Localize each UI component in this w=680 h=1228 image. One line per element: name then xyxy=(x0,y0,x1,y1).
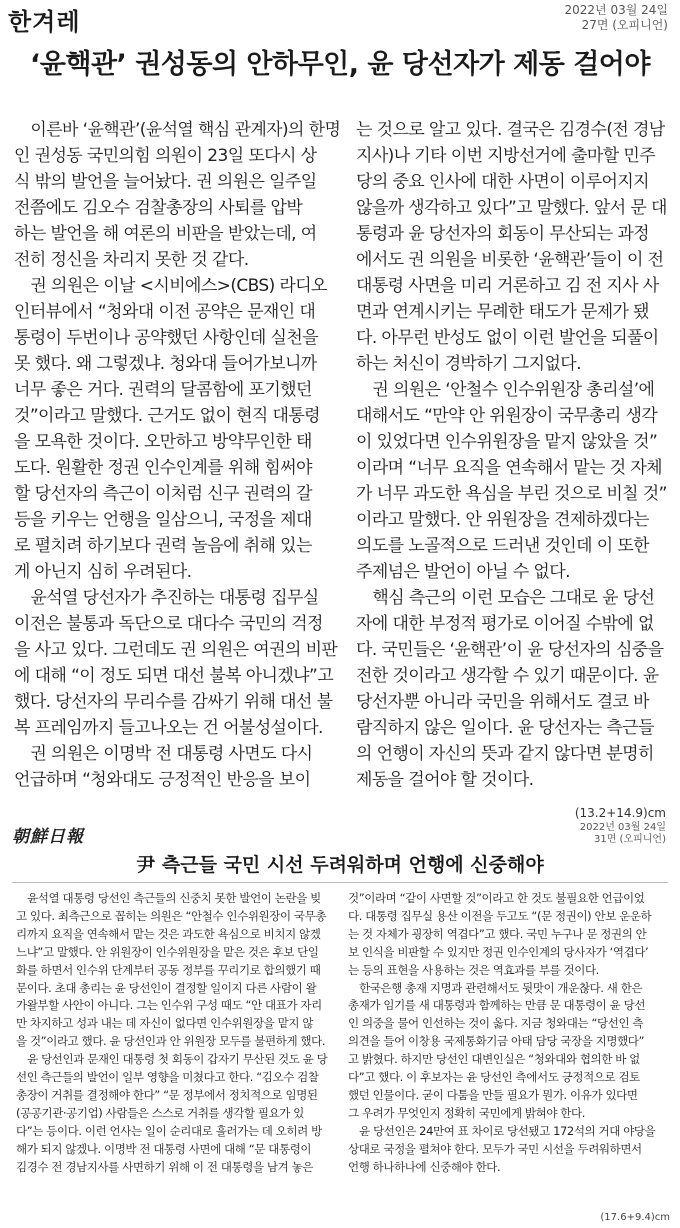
text-line: 권 의원은 이날 <시비에스>(CBS) 라디오 xyxy=(14,276,327,296)
article1-column-1 xyxy=(14,117,341,793)
text-line: 보 인식을 비판할 수 있지만 정권 인수인계의 당사자가 ‘역겹다’ xyxy=(348,944,649,959)
article2-column-1 xyxy=(16,890,338,1177)
article2-size: (17.6+9.4)cm xyxy=(600,1212,670,1223)
text-line: (공공기관·공기업) 사람들은 스스로 거취를 생각할 필요가 있 xyxy=(16,1105,304,1120)
text-line: 것”이라고 말했다. 근거도 없이 현직 대통령 xyxy=(14,406,321,426)
text-line: 가왈부할 사안이 아니다. 그는 인수위 구성 때도 “안 대표가 자리 xyxy=(16,998,322,1013)
text-line: 도다. 원활한 정권 인수인계를 위해 힘써야 xyxy=(14,458,312,478)
text-line: 에서도 권 의원을 비롯한 ‘윤핵관’들이 이 전 xyxy=(356,250,664,270)
text-line: 총재가 임기를 새 대통령과 함께하는 만큼 문 대통령이 윤 당선 xyxy=(348,998,646,1013)
article2-divider xyxy=(12,882,668,883)
text-line: 전쯤에도 김오수 검찰총장의 사퇴를 압박 xyxy=(14,198,303,218)
article1-page: 27면 (오피니언) xyxy=(581,18,668,32)
text-line: 식 밖의 발언을 늘어놨다. 권 의원은 일주일 xyxy=(14,172,317,192)
text-line: 대해서도 “만약 안 위원장이 국무총리 생각 xyxy=(356,406,658,426)
text-line: 너무 좋은 거다. 권력의 달콤함에 포기했던 xyxy=(14,380,312,400)
text-line: 자에 대한 부정적 평가로 이어질 수밖에 없 xyxy=(356,614,654,634)
text-line: 인 권성동 국민의힘 의원이 23일 또다시 상 xyxy=(14,146,317,166)
text-line: 해가 되지 않겠나. 이명박 전 대통령 사면에 대해 “문 대통령이 xyxy=(16,1141,312,1156)
text-line: 리까지 요직을 연속해서 맡는 것은 과도한 욕심으로 비치지 않겠 xyxy=(16,926,321,941)
text-line: 않을까 생각하고 있다”고 말했다. 앞서 문 대 xyxy=(356,198,667,218)
text-line: 의도를 노골적으로 드러낸 것인데 이 또한 xyxy=(356,536,649,556)
text-line: 인 의중을 물어 인선하는 것이 옳다. 지금 청와대는 “당선인 측 xyxy=(348,1016,644,1031)
text-line: 만 차지하고 성과 내는 데 자신이 없다면 인수위원장을 맡지 않 xyxy=(16,1016,314,1031)
text-line: 에 대해 “이 정도 되면 대선 불복 아니겠냐”고 xyxy=(14,666,334,686)
text-line: 핵심 측근의 이런 모습은 그대로 윤 당선 xyxy=(356,588,655,608)
text-line: 권 의원은 ‘안철수 인수위원장 총리설’에 xyxy=(356,380,655,400)
text-line: 윤석열 당선자가 추진하는 대통령 집무실 xyxy=(14,588,319,608)
text-line: 했다. 당선자의 무리수를 감싸기 위해 대선 불 xyxy=(14,692,333,712)
article1-size: (13.2+14.9)cm xyxy=(574,806,666,820)
article2-title: 尹 측근들 국민 시선 두려워하며 언행에 신중해야 xyxy=(136,854,544,876)
text-line: 당선자뿐 아니라 국민을 위해서도 결코 바 xyxy=(356,692,649,712)
text-line: 윤 당선인은 24만여 표 차이로 당선됐고 172석의 거대 야당을 xyxy=(348,1123,656,1138)
text-line: 등을 키우는 언행을 일삼으니, 국정을 제대 xyxy=(14,510,312,530)
text-line: 의 언행이 자신의 뜻과 같지 않다면 분명히 xyxy=(356,744,654,764)
text-line: 전히 정신을 차리지 못한 것 같다. xyxy=(14,250,249,270)
article1-title: ‘윤핵관’ 권성동의 안하무인, 윤 당선자가 제동 걸어야 xyxy=(30,49,650,80)
text-line: 복 프레임까지 들고나오는 건 어불성설이다. xyxy=(14,718,323,738)
text-line: 게 아닌지 심히 우려된다. xyxy=(14,562,192,582)
text-line: 이른바 ‘윤핵관’(윤석열 핵심 관계자)의 한명 xyxy=(14,120,341,140)
text-line: 것”이라며 “같이 사면할 것”이라고 한 것도 불필요한 언급이었 xyxy=(348,891,645,905)
text-line: 했던 인물이다. 굳이 다툼을 만들 필요가 뭔가. 이유가 있다면 xyxy=(348,1087,638,1102)
text-line: 이라고 말했다. 안 위원장을 견제하겠다는 xyxy=(356,510,649,530)
article2-meta xyxy=(580,822,666,846)
text-line: 는 등의 표현을 사용하는 것은 역효과를 부를 것이다. xyxy=(348,962,599,977)
text-line: 다. 국민들은 ‘윤핵관’이 윤 당선자의 심중을 xyxy=(356,640,664,660)
text-line: 언급하며 “청와대도 긍정적인 반응을 보이 xyxy=(14,770,311,790)
text-line: 는 것으로 알고 있다. 결국은 김경수(전 경남 xyxy=(356,120,665,140)
text-line: 가 너무 과도한 욕심을 부린 것으로 비칠 것” xyxy=(356,484,667,504)
text-line: 대통령 사면을 미리 거론하고 김 전 지사 사 xyxy=(356,276,659,296)
text-line: 이라며 “너무 요직을 연속해서 맡는 것 자체 xyxy=(356,458,663,478)
text-line: 다”고 했다. 이 후보자는 윤 당선인 측에서도 긍정적으로 검토 xyxy=(348,1070,640,1085)
text-line: 을 모욕한 것이다. 오만하고 방약무인한 태 xyxy=(14,432,312,452)
newspaper-logo-chosun: 朝鮮日報 xyxy=(12,827,84,847)
text-line: 권 의원은 이명박 전 대통령 사면도 다시 xyxy=(14,744,313,764)
article2-date: 2022년 03월 24일 xyxy=(579,822,666,833)
text-line: 을 사고 있다. 그런데도 권 의원은 여권의 비판 xyxy=(14,640,338,660)
text-line: 이전은 불통과 독단으로 대다수 국민의 걱정 xyxy=(14,614,323,634)
article2-column-2 xyxy=(348,890,670,1177)
text-line: 당의 중요 인사에 대한 사면이 이루어지지 xyxy=(356,172,649,192)
text-line: 지사)나 기타 이번 지방선거에 출마할 민주 xyxy=(356,146,656,166)
text-line: 통령이 두번이나 공약했던 사항인데 실천을 xyxy=(14,328,319,348)
text-line: 윤 당선인과 문재인 대통령 첫 회동이 갑자기 무산된 것도 윤 당 xyxy=(16,1052,328,1067)
text-line: 통령과 윤 당선자의 회동이 무산되는 과정 xyxy=(356,224,649,244)
text-line: 느냐”고 말했다. 안 위원장이 인수위원장을 맡은 것은 후보 단일 xyxy=(16,944,319,959)
text-line: 의견을 들어 이창용 국제통화기금 아태 담당 국장을 지명했다” xyxy=(348,1034,645,1049)
text-line: 하는 발언을 해 여론의 비판을 받았는데, 여 xyxy=(14,224,317,244)
text-line: 김경수 전 경남지사를 사면하기 위해 이 전 대통령을 남겨 놓은 xyxy=(16,1159,314,1174)
text-line: 면과 연계시키는 무례한 태도가 문제가 됐 xyxy=(356,302,649,322)
text-line: 못 했다. 왜 그렇겠냐. 청와대 들어가보니까 xyxy=(14,354,317,374)
text-line: 다”는 등이다. 이런 언사는 일이 순리대로 흘러가는 데 오히려 방 xyxy=(16,1123,322,1138)
text-line: 다. 아무런 반성도 없이 이런 발언을 되풀이 xyxy=(356,328,659,348)
text-line: 을 것”이라고 했다. 윤 당선인과 안 위원장 모두를 불편하게 했다. xyxy=(16,1034,326,1049)
text-line: 다. 대통령 집무실 용산 이전을 두고도 “(문 정권이) 안보 운운하 xyxy=(348,908,652,923)
text-line: 람직하지 않은 일이다. 윤 당선자는 측근들 xyxy=(356,718,654,738)
text-line: 그 우려가 무엇인지 정확히 국민에게 밝혀야 한다. xyxy=(348,1105,585,1120)
newspaper-logo-hankyoreh: 한겨레 xyxy=(8,7,81,36)
text-line: 이 있었다면 인수위원장을 맡지 않았을 것” xyxy=(356,432,658,452)
article1-date: 2022년 03월 24일 xyxy=(564,3,668,17)
text-line: 화를 하면서 인수위 단계부터 공동 정부를 꾸리기로 합의했기 때 xyxy=(16,962,321,977)
text-line: 언행 하나하나에 신중해야 한다. xyxy=(348,1159,501,1174)
text-line: 전한 것이라고 생각할 수 있기 때문이다. 윤 xyxy=(356,666,659,686)
text-line: 총장이 거취를 결정해야 한다” “문 정부에서 정치적으로 임명된 xyxy=(16,1087,318,1102)
article1-column-2 xyxy=(356,117,674,793)
article1-meta xyxy=(565,3,668,33)
text-line: 인터뷰에서 “청와대 이전 공약은 문재인 대 xyxy=(14,302,316,322)
text-line: 윤석열 대통령 당선인 측근들의 신중치 못한 발언이 논란을 빚 xyxy=(16,891,321,905)
text-line: 고 있다. 최측근으로 꼽히는 의원은 “안철수 인수위원장이 국무총 xyxy=(16,908,327,923)
text-line: 할 당선자의 측근이 이처럼 신구 권력의 갈 xyxy=(14,484,312,504)
text-line: 상대로 국정을 펼쳐야 한다. 모두가 국민 시선을 두려워하면서 xyxy=(348,1141,642,1156)
text-line: 하는 처신이 경박하기 그지없다. xyxy=(356,354,581,374)
text-line: 문이다. 초대 총리는 윤 당선인이 결정할 일이지 다른 사람이 왈 xyxy=(16,980,317,995)
text-line: 로 펼치려 하기보다 권력 놀음에 취해 있는 xyxy=(14,536,312,556)
text-line: 한국은행 총재 지명과 관련해서도 뒷맛이 개운찮다. 새 한은 xyxy=(348,980,643,995)
text-line: 주제넘은 발언이 아닐 수 없다. xyxy=(356,562,570,582)
text-line: 선인 측근들의 발언이 일부 영향을 미쳤다고 한다. “김오수 검찰 xyxy=(16,1070,319,1085)
article2-page: 31면 (오피니언) xyxy=(593,834,666,845)
text-line: 는 것 자체가 굉장히 역겹다”고 했다. 국민 누구나 문 정권의 안 xyxy=(348,926,647,941)
text-line: 제동을 걸어야 할 것이다. xyxy=(356,770,534,790)
text-line: 고 밝혔다. 하지만 당선인 대변인실은 “청와대와 협의한 바 없 xyxy=(348,1052,640,1067)
